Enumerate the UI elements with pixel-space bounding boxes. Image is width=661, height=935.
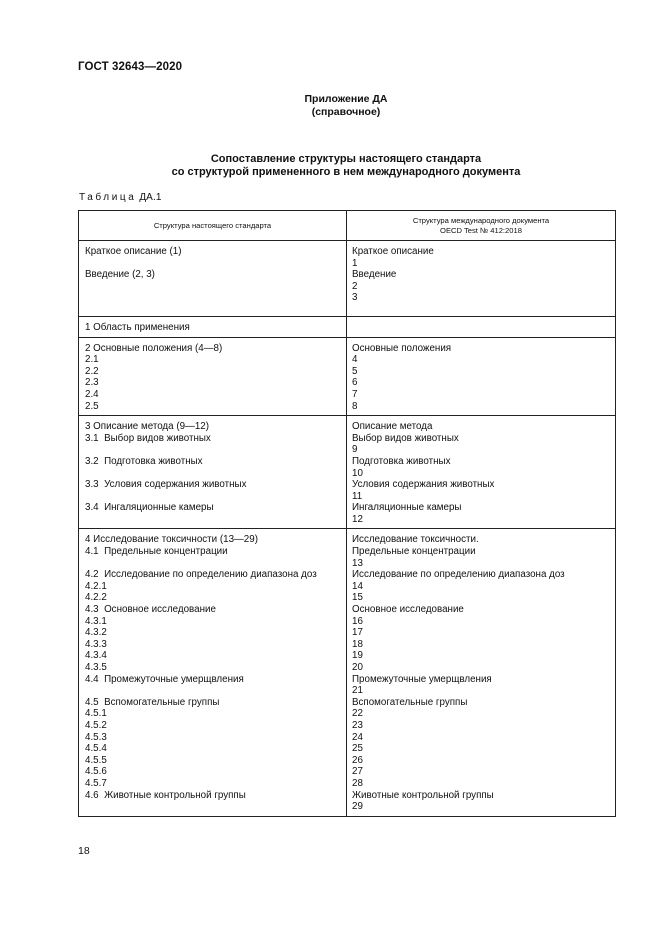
cell-line [85, 444, 340, 456]
cell-line: 2.3 [85, 377, 99, 389]
cell-line: Введение [352, 269, 397, 281]
cell-line: 2.5 [85, 400, 99, 412]
cell-line: 9 [352, 444, 358, 456]
cell-line: 3 Описание метода (9—12) [85, 421, 209, 433]
cell-line: 3.4 Ингаляционные камеры [85, 502, 214, 514]
cell-line: Основные положения [352, 342, 452, 354]
cell-line: Вспомогательные группы [352, 696, 468, 708]
cell-line: 4.5.2 [85, 719, 107, 731]
table-row [79, 529, 616, 816]
cell-line: Условия содержания животных [352, 479, 495, 491]
cell-line: 25 [352, 743, 363, 755]
cell-line: Описание метода [352, 421, 433, 433]
cell-line: 22 [352, 708, 363, 720]
cell-line: Исследование по определению диапазона доз [352, 569, 565, 581]
appendix-title: Приложение ДА [304, 93, 388, 105]
cell-line: 4.5.6 [85, 766, 107, 778]
cell-line [85, 491, 340, 503]
cell-line: 12 [352, 513, 363, 525]
cell-line: 29 [352, 801, 363, 813]
cell-line: 16 [352, 615, 363, 627]
cell-line: Краткое описание [352, 246, 434, 257]
international-structure-cell [347, 316, 616, 337]
cell-line: 3 [352, 292, 358, 304]
cell-line: 4.3.3 [85, 638, 107, 650]
cell-line [352, 322, 609, 334]
cell-line [85, 558, 340, 570]
cell-line: 4.5.3 [85, 731, 107, 743]
table-row [79, 416, 616, 529]
cell-line: 3.3 Условия содержания животных [85, 479, 247, 491]
comparison-table [78, 210, 616, 817]
table-caption-word: Таблица [79, 192, 137, 203]
international-structure-cell [347, 529, 616, 816]
cell-line: 4.6 Животные контрольной группы [85, 789, 246, 801]
cell-line: 20 [352, 662, 363, 673]
cell-line: 4.5.1 [85, 708, 107, 720]
cell-line: 18 [352, 638, 363, 650]
international-structure-cell [347, 416, 616, 529]
table-row [79, 316, 616, 337]
cell-line: 2.1 [85, 354, 99, 366]
cell-line: Выбор видов животных [352, 432, 459, 444]
cell-line: 6 [352, 377, 358, 389]
international-structure-cell [347, 337, 616, 416]
cell-line: 27 [352, 766, 363, 778]
cell-line: 4.3.4 [85, 650, 107, 662]
cell-line [85, 468, 340, 480]
cell-line: 4.1 Предельные концентрации [85, 546, 228, 558]
document-title [0, 153, 661, 179]
cell-line: 4.3.5 [85, 662, 107, 673]
cell-line: 26 [352, 754, 363, 766]
cell-line: 8 [352, 400, 358, 412]
cell-line: 4.5.5 [85, 754, 107, 766]
cell-line: 4.2.1 [85, 580, 107, 592]
cell-line: 2.4 [85, 388, 99, 400]
cell-line: 13 [352, 557, 363, 569]
cell-line: Ингаляционные камеры [352, 502, 462, 514]
document-title-line-1: Сопоставление структуры настоящего стандарта [210, 153, 482, 165]
table-row [79, 337, 616, 416]
column-header-international-line-2: OECD Test № 412:2018 [440, 225, 522, 235]
cell-line: Промежуточные умерщвления [352, 673, 492, 685]
cell-line: 17 [352, 627, 363, 639]
cell-line: Исследование токсичности. [352, 534, 479, 546]
standard-structure-cell [79, 416, 347, 529]
standard-structure-cell [79, 241, 347, 317]
cell-line: 1 Область применения [85, 321, 190, 333]
document-title-line-2: со структурой примененного в нем международного документа [171, 166, 521, 178]
appendix-heading [0, 93, 661, 119]
cell-line: Животные контрольной группы [352, 789, 494, 801]
cell-line: 4.3.1 [85, 615, 107, 627]
standard-structure-cell [79, 529, 347, 816]
cell-line: 28 [352, 777, 363, 789]
table-body [79, 241, 616, 817]
cell-line: 1 [352, 257, 358, 269]
cell-line: 3.2 Подготовка животных [85, 455, 203, 467]
cell-line [85, 685, 340, 697]
cell-line: Основное исследование [352, 604, 464, 616]
cell-line: 5 [352, 365, 358, 377]
cell-line: 4 Исследование токсичности (13—29) [85, 534, 258, 546]
cell-line [85, 258, 340, 270]
cell-line: 4.4 Промежуточные умерщвления [85, 673, 244, 685]
column-header-standard: Структура настоящего стандарта [79, 211, 347, 241]
international-structure-cell [347, 241, 616, 317]
cell-line: 4.2 Исследование по определению диапазона доз [85, 569, 317, 581]
cell-line: Предельные концентрации [352, 546, 476, 558]
cell-line: 15 [352, 592, 363, 604]
cell-line: Подготовка животных [352, 455, 451, 467]
cell-line: 4.5.7 [85, 777, 107, 789]
column-header-international [347, 211, 616, 241]
cell-line: 14 [352, 580, 363, 592]
table-caption [79, 192, 162, 203]
standard-designation: ГОСТ 32643—2020 [78, 61, 183, 73]
cell-line: 19 [352, 650, 363, 662]
cell-line: 21 [352, 685, 363, 697]
cell-line: 10 [352, 467, 363, 479]
cell-line: 11 [352, 490, 363, 502]
cell-line: 3.1 Выбор видов животных [85, 432, 211, 444]
cell-line: Краткое описание (1) [85, 246, 182, 257]
cell-line: 7 [352, 388, 358, 400]
table-header-row [79, 211, 616, 241]
cell-line: 4.2.2 [85, 592, 107, 604]
appendix-subtitle: (справочное) [311, 106, 381, 118]
page-number: 18 [78, 845, 90, 857]
cell-line: 24 [352, 731, 363, 743]
cell-line: 2 [352, 280, 358, 292]
standard-structure-cell [79, 337, 347, 416]
cell-line: 2.2 [85, 365, 99, 377]
table-caption-number: ДА.1 [139, 192, 162, 203]
column-header-international-line-1: Структура международного документа [412, 215, 550, 225]
cell-line: 4 [352, 354, 358, 366]
table-row [79, 241, 616, 317]
cell-line: 4.3 Основное исследование [85, 604, 216, 616]
cell-line [85, 281, 340, 293]
standard-structure-cell [79, 316, 347, 337]
cell-line: 23 [352, 719, 363, 731]
cell-line: 2 Основные положения (4—8) [85, 342, 223, 354]
cell-line: 4.3.2 [85, 627, 107, 639]
cell-line: Введение (2, 3) [85, 269, 155, 281]
cell-line: 4.5.4 [85, 743, 107, 755]
cell-line: 4.5 Вспомогательные группы [85, 696, 220, 708]
